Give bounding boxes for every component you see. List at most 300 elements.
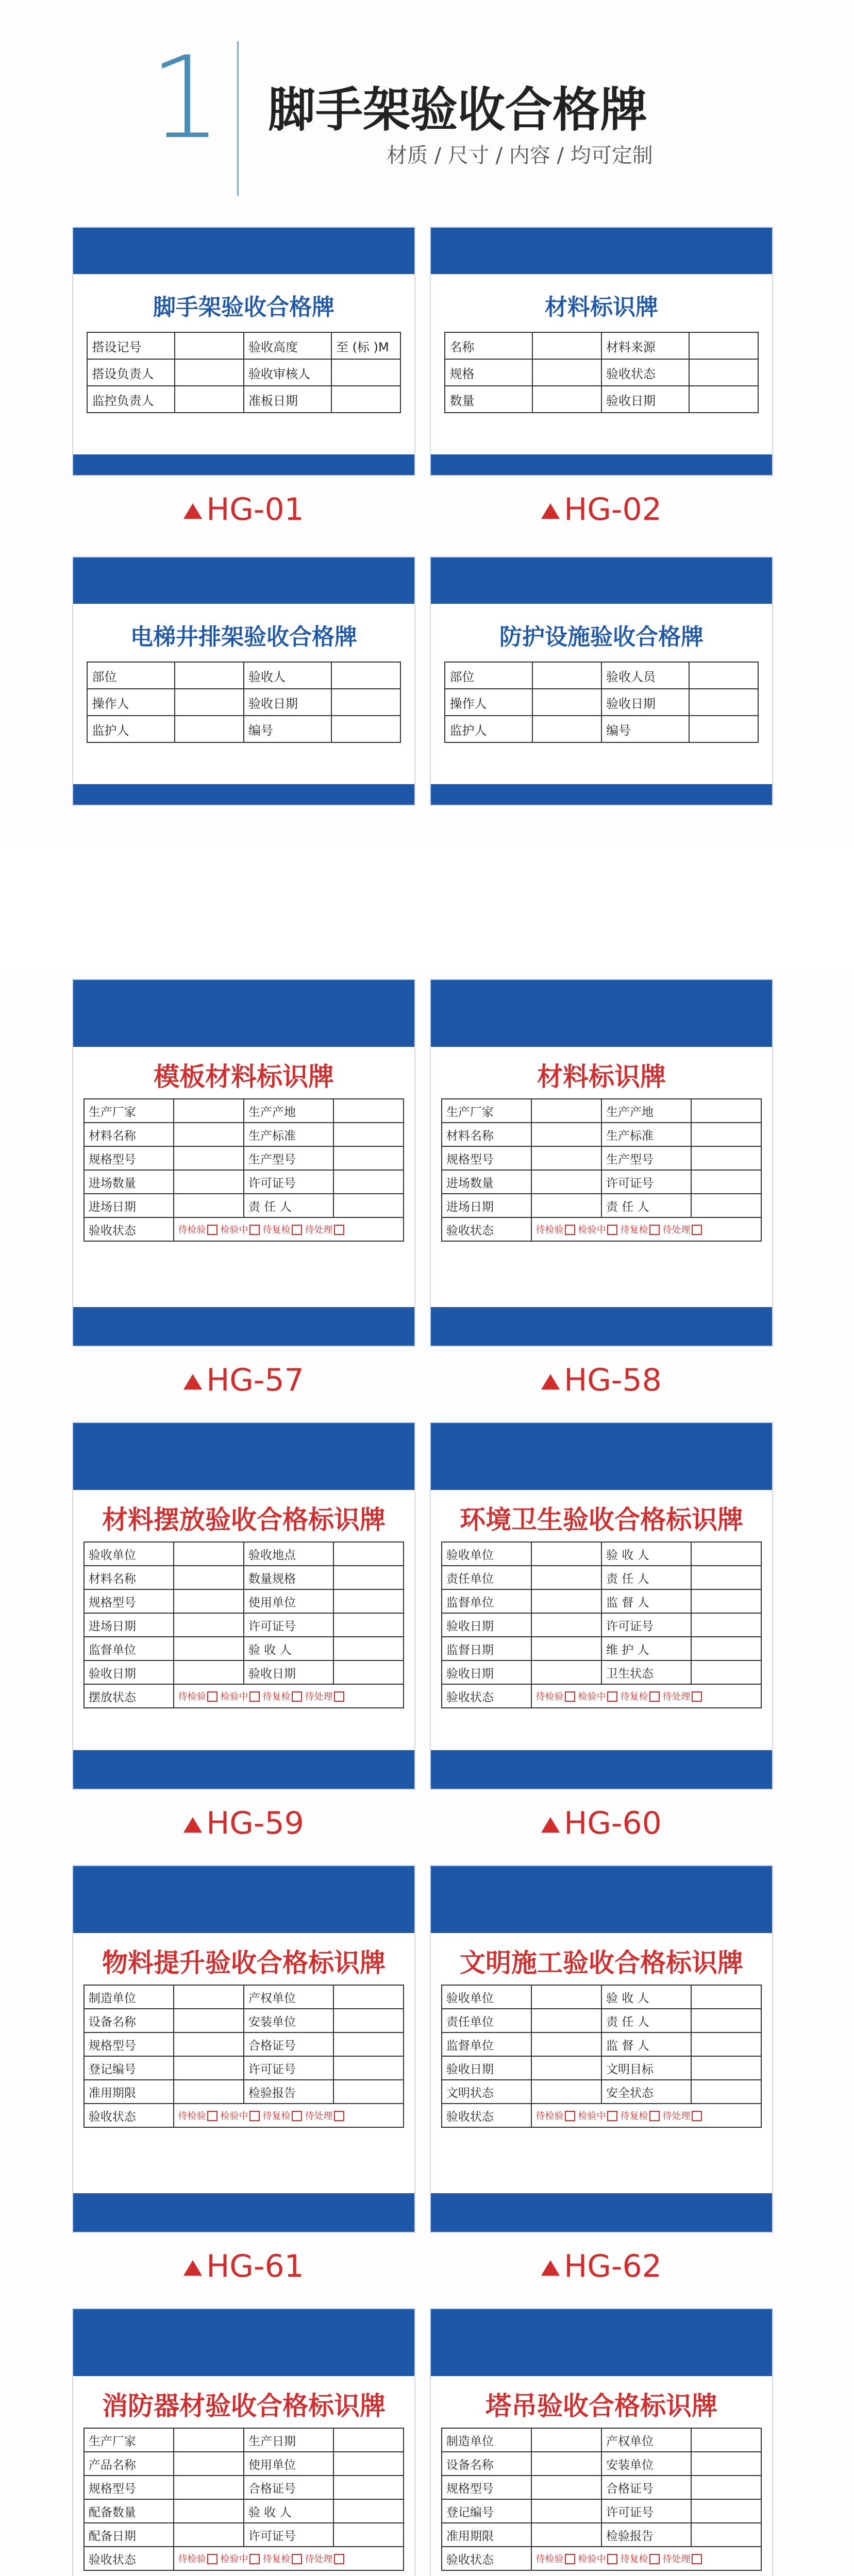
table-cell [531, 2056, 601, 2080]
status-option: 待复检 [262, 1225, 291, 1235]
status-option: 待检验 [535, 2111, 564, 2122]
table-cell: 监 督 人 [601, 1589, 691, 1613]
checkbox-icon [249, 1691, 260, 1702]
table-cell [331, 716, 400, 742]
sign-title: 文明施工验收合格标识牌 [460, 1948, 743, 1978]
table-row [84, 2080, 404, 2104]
table-row [84, 1637, 404, 1660]
sign-code-text: HG-58 [564, 1362, 662, 1398]
status-option: 待处理 [662, 1691, 691, 1702]
sign-bottom-band [431, 1307, 772, 1346]
table-cell [691, 1146, 761, 1170]
checkbox-icon [649, 2554, 660, 2564]
table-cell: 验收日期 [84, 1660, 174, 1684]
table-cell: 验收日期 [442, 2056, 531, 2080]
status-row [442, 1217, 761, 1241]
table-cell: 进场数量 [84, 1170, 174, 1194]
status-label: 验收状态 [442, 2104, 531, 2127]
status-options [531, 2104, 762, 2127]
table-cell [689, 332, 758, 359]
table-cell [532, 689, 601, 716]
table-row [84, 1660, 404, 1684]
table-cell [333, 1985, 404, 2009]
table-cell [531, 1613, 601, 1637]
sign-board [72, 1865, 415, 2233]
table-row [442, 1589, 761, 1613]
status-option: 检验中 [220, 1225, 248, 1235]
table-cell: 检验报告 [244, 2080, 333, 2104]
table-cell [333, 1613, 404, 1637]
status-option: 待检验 [535, 2554, 564, 2565]
table-cell: 验收审核人 [244, 359, 331, 386]
sign-code-text: HG-57 [206, 1362, 304, 1398]
status-row [442, 2104, 761, 2127]
sign-board [72, 556, 415, 806]
table-cell: 配备数量 [84, 2499, 174, 2523]
status-option: 检验中 [578, 1225, 606, 1235]
table-cell: 安装单位 [601, 2452, 691, 2476]
table-cell: 名称 [445, 332, 532, 359]
table-cell: 登记编号 [442, 2499, 531, 2523]
status-row [84, 2104, 404, 2127]
table-cell [691, 2080, 761, 2104]
sign-top-band [73, 980, 414, 1047]
table-cell: 制造单位 [442, 2428, 531, 2452]
sign-cell [72, 1865, 415, 2308]
table-cell: 验收日期 [442, 1660, 531, 1684]
status-option: 待处理 [662, 1225, 691, 1235]
table-row [445, 689, 758, 716]
table-cell: 验 收 人 [244, 2499, 333, 2523]
table-cell [691, 1637, 761, 1660]
table-cell [174, 1660, 244, 1684]
table-cell: 生产型号 [601, 1146, 691, 1170]
table-cell [531, 1170, 601, 1194]
table-cell [331, 386, 400, 413]
sign-table [83, 1985, 404, 2128]
table-cell: 监督单位 [84, 1637, 174, 1660]
table-row [84, 2428, 404, 2452]
status-option: 待处理 [305, 1225, 333, 1235]
triangle-icon [183, 1374, 202, 1389]
checkbox-icon [334, 1691, 344, 1702]
table-cell: 生产产地 [601, 1099, 691, 1123]
table-cell [531, 2032, 601, 2056]
table-cell [531, 2476, 601, 2499]
table-cell: 监督日期 [442, 1637, 531, 1660]
table-row [442, 2009, 761, 2032]
table-cell: 制造单位 [84, 1985, 174, 2009]
table-cell [333, 2499, 404, 2523]
sign-bottom-band [73, 784, 414, 805]
table-cell: 进场日期 [84, 1194, 174, 1217]
sign-bottom-band [73, 1750, 414, 1789]
table-cell [531, 2428, 601, 2452]
table-cell [333, 1146, 404, 1170]
table-row [442, 2452, 761, 2476]
sign-top-band [431, 557, 772, 604]
status-label: 验收状态 [442, 1217, 531, 1241]
sign-cell [430, 227, 773, 556]
table-cell: 生产日期 [244, 2428, 333, 2452]
table-cell: 规格型号 [84, 1589, 174, 1613]
checkbox-icon [207, 1225, 217, 1235]
checkbox-icon [292, 1691, 302, 1702]
sign-top-band [431, 228, 772, 274]
triangle-icon [541, 1374, 560, 1389]
table-cell: 安全状态 [601, 2080, 691, 2104]
table-cell [691, 1194, 761, 1217]
checkbox-icon [249, 2554, 260, 2564]
table-row [84, 1613, 404, 1637]
table-cell [175, 332, 244, 359]
checkbox-icon [607, 2554, 617, 2564]
table-cell [175, 716, 244, 742]
table-row [442, 1660, 761, 1684]
table-cell: 进场数量 [442, 1170, 531, 1194]
table-cell: 验收单位 [442, 1985, 531, 2009]
status-option: 待检验 [178, 1225, 206, 1235]
table-cell: 检验报告 [601, 2523, 691, 2547]
table-row [84, 1194, 404, 1217]
table-row [84, 2056, 404, 2080]
table-row [442, 2080, 761, 2104]
table-cell: 监护人 [445, 716, 532, 742]
status-option: 待处理 [305, 2111, 333, 2122]
table-row [87, 386, 400, 413]
table-cell [333, 1170, 404, 1194]
checkbox-icon [334, 2554, 344, 2564]
status-option: 待处理 [662, 2554, 691, 2565]
status-options [174, 2547, 404, 2570]
table-cell: 使用单位 [244, 1589, 333, 1613]
sign-board [72, 979, 415, 1347]
table-cell: 生产型号 [244, 1146, 333, 1170]
sign-bottom-band [431, 784, 772, 805]
triangle-icon [183, 2260, 202, 2276]
table-cell: 进场日期 [442, 1194, 531, 1217]
table-cell [174, 1637, 244, 1660]
table-cell [691, 2428, 761, 2452]
table-cell: 准用期限 [84, 2080, 174, 2104]
table-row [87, 689, 400, 716]
status-options [174, 2104, 404, 2127]
status-options [174, 1217, 404, 1241]
sign-top-band [73, 228, 414, 274]
table-cell [691, 1542, 761, 1566]
status-option: 待检验 [535, 1225, 564, 1235]
checkbox-icon [607, 2111, 617, 2121]
status-option: 待处理 [662, 2111, 691, 2122]
table-row [442, 2056, 761, 2080]
header-number: 1 [149, 32, 222, 164]
table-row [442, 1613, 761, 1637]
sign-code [72, 1805, 415, 1841]
sign-table [444, 662, 758, 743]
table-row [442, 1146, 761, 1170]
table-cell: 操作人 [445, 689, 532, 716]
table-cell [174, 2009, 244, 2032]
status-option: 待检验 [178, 1691, 206, 1702]
table-cell [333, 1194, 404, 1217]
table-cell: 部位 [445, 662, 532, 689]
table-cell [333, 2523, 404, 2547]
table-cell [174, 1589, 244, 1613]
table-cell [531, 1637, 601, 1660]
sign-top-band [73, 1423, 414, 1490]
table-cell: 规格型号 [442, 1146, 531, 1170]
table-cell [532, 359, 601, 386]
checkbox-icon [249, 1225, 260, 1235]
status-option: 待检验 [178, 2554, 206, 2565]
table-row [445, 386, 758, 413]
table-cell [691, 1170, 761, 1194]
status-label: 摆放状态 [84, 1684, 174, 1708]
table-cell: 材料来源 [601, 332, 689, 359]
table-cell: 验收日期 [244, 689, 331, 716]
status-row [84, 2547, 404, 2570]
table-cell [333, 1123, 404, 1146]
table-row [442, 1194, 761, 1217]
table-row [442, 1566, 761, 1589]
table-row [84, 2452, 404, 2476]
table-row [87, 332, 400, 359]
table-cell: 验收日期 [601, 689, 689, 716]
status-option: 待复检 [620, 1691, 648, 1702]
table-cell [333, 1637, 404, 1660]
table-cell: 规格型号 [84, 2032, 174, 2056]
table-row [84, 1146, 404, 1170]
table-cell: 许可证号 [244, 1613, 333, 1637]
page-header [0, 0, 854, 216]
status-option: 检验中 [220, 2554, 248, 2565]
sign-title: 塔吊验收合格标识牌 [485, 2391, 717, 2421]
table-cell [331, 689, 400, 716]
table-cell [174, 1146, 244, 1170]
status-option: 待复检 [262, 2554, 291, 2565]
table-cell: 部位 [87, 662, 175, 689]
sign-title: 模板材料标识牌 [154, 1062, 334, 1092]
table-cell: 登记编号 [84, 2056, 174, 2080]
table-cell [175, 662, 244, 689]
section-2-grid [72, 979, 773, 2576]
table-cell: 验收人 [244, 662, 331, 689]
table-cell: 准板日期 [244, 386, 331, 413]
table-cell [174, 1985, 244, 2009]
table-cell: 规格型号 [442, 2476, 531, 2499]
table-cell: 维 护 人 [601, 1637, 691, 1660]
table-cell [691, 2476, 761, 2499]
table-cell: 许可证号 [244, 2523, 333, 2547]
table-cell: 合格证号 [244, 2032, 333, 2056]
table-cell [691, 2009, 761, 2032]
table-cell [531, 1985, 601, 2009]
sign-code [430, 2248, 773, 2284]
table-cell: 责 任 人 [244, 1194, 333, 1217]
table-cell [689, 689, 758, 716]
status-options [531, 1217, 762, 1241]
table-cell: 设备名称 [84, 2009, 174, 2032]
table-cell [174, 2523, 244, 2547]
checkbox-icon [692, 2554, 702, 2564]
table-cell: 生产厂家 [442, 1099, 531, 1123]
sign-table [441, 1541, 762, 1708]
table-cell: 设备名称 [442, 2452, 531, 2476]
sign-code [430, 1805, 773, 1841]
table-row [87, 662, 400, 689]
table-cell [689, 662, 758, 689]
sign-top-band [73, 2309, 414, 2376]
sign-bottom-band [73, 1307, 414, 1346]
table-cell: 至 (标 )M [331, 332, 400, 359]
table-cell: 材料名称 [84, 1566, 174, 1589]
table-cell [531, 2009, 601, 2032]
table-cell [531, 2452, 601, 2476]
status-option: 待处理 [305, 1691, 333, 1702]
checkbox-icon [565, 2554, 575, 2564]
sign-code-text: HG-02 [564, 492, 662, 528]
sign-code [72, 492, 415, 528]
table-row [84, 2476, 404, 2499]
table-row [442, 1123, 761, 1146]
table-cell [175, 359, 244, 386]
checkbox-icon [649, 1225, 660, 1235]
sign-code [72, 1362, 415, 1398]
sign-title: 防护设施验收合格牌 [499, 624, 704, 650]
sign-top-band [431, 2309, 772, 2376]
sign-bottom-band [73, 454, 414, 475]
checkbox-icon [649, 2111, 660, 2121]
table-cell: 验收状态 [601, 359, 689, 386]
table-cell [691, 2523, 761, 2547]
table-cell: 许可证号 [244, 1170, 333, 1194]
table-cell [174, 2476, 244, 2499]
table-cell [532, 716, 601, 742]
sign-top-band [431, 1866, 772, 1933]
table-cell: 验收日期 [601, 386, 689, 413]
table-cell: 生产标准 [601, 1123, 691, 1146]
table-row [87, 359, 400, 386]
status-option: 待复检 [620, 1225, 648, 1235]
table-cell [333, 2032, 404, 2056]
table-cell [689, 716, 758, 742]
table-cell [174, 1123, 244, 1146]
checkbox-icon [565, 2111, 575, 2121]
sign-code-text: HG-01 [206, 492, 304, 528]
sign-code-text: HG-61 [206, 2248, 304, 2284]
table-cell: 验收高度 [244, 332, 331, 359]
sign-table [83, 1098, 404, 1242]
checkbox-icon [207, 2111, 217, 2121]
page-subtitle: 材质 / 尺寸 / 内容 / 均可定制 [387, 144, 653, 167]
sign-code-text: HG-59 [206, 1805, 304, 1841]
table-cell: 文明状态 [442, 2080, 531, 2104]
status-option: 检验中 [578, 1691, 606, 1702]
table-row [445, 662, 758, 689]
sign-table [87, 332, 400, 413]
table-cell [531, 2499, 601, 2523]
table-row [84, 1099, 404, 1123]
status-label: 验收状态 [84, 2104, 174, 2127]
table-row [442, 1985, 761, 2009]
table-cell [691, 1566, 761, 1589]
status-option: 待检验 [535, 1691, 564, 1702]
table-cell [331, 662, 400, 689]
status-option: 待复检 [262, 2111, 291, 2122]
table-cell [531, 1660, 601, 1684]
table-cell: 准用期限 [442, 2523, 531, 2547]
status-row [442, 2547, 761, 2570]
table-cell [175, 386, 244, 413]
table-cell: 数量规格 [244, 1566, 333, 1589]
sign-table [441, 1098, 762, 1242]
table-cell: 合格证号 [601, 2476, 691, 2499]
sign-title: 材料标识牌 [545, 294, 658, 320]
table-cell [532, 662, 601, 689]
checkbox-icon [292, 2111, 302, 2121]
table-cell: 验收单位 [84, 1542, 174, 1566]
sign-bottom-band [431, 454, 772, 475]
section-gap-1 [0, 845, 854, 969]
table-cell [333, 2452, 404, 2476]
table-cell: 材料名称 [84, 1123, 174, 1146]
sign-code [430, 1362, 773, 1398]
status-option: 待处理 [305, 2554, 333, 2565]
table-cell: 编号 [244, 716, 331, 742]
table-cell: 生产标准 [244, 1123, 333, 1146]
table-cell [174, 1194, 244, 1217]
checkbox-icon [207, 2554, 217, 2564]
sign-cell [430, 1865, 773, 2308]
table-row [445, 716, 758, 742]
table-cell [333, 1660, 404, 1684]
table-row [442, 1170, 761, 1194]
sign-board [430, 556, 773, 806]
table-cell: 监控负责人 [87, 386, 175, 413]
table-row [445, 332, 758, 359]
sign-cell [72, 556, 415, 850]
checkbox-icon [565, 1225, 575, 1235]
table-cell [531, 1123, 601, 1146]
table-cell [331, 359, 400, 386]
table-cell [531, 2523, 601, 2547]
table-cell: 验 收 人 [244, 1637, 333, 1660]
table-cell: 数量 [445, 386, 532, 413]
sign-table [83, 2428, 404, 2571]
table-cell: 责任单位 [442, 1566, 531, 1589]
table-cell [691, 2499, 761, 2523]
table-cell: 卫生状态 [601, 1660, 691, 1684]
table-cell [174, 2452, 244, 2476]
table-row [84, 1589, 404, 1613]
table-cell: 产权单位 [601, 2428, 691, 2452]
table-cell [689, 359, 758, 386]
status-label: 验收状态 [442, 2547, 531, 2570]
sign-cell [72, 1422, 415, 1865]
sign-table [441, 1985, 762, 2128]
table-cell [691, 2032, 761, 2056]
sign-board [430, 227, 773, 476]
table-cell [174, 1170, 244, 1194]
checkbox-icon [565, 1691, 575, 1702]
table-cell [689, 386, 758, 413]
sign-title: 电梯井排架验收合格牌 [130, 624, 357, 650]
checkbox-icon [207, 1691, 217, 1702]
status-options [531, 2547, 762, 2570]
table-row [84, 1566, 404, 1589]
table-cell: 材料名称 [442, 1123, 531, 1146]
table-cell [531, 1589, 601, 1613]
